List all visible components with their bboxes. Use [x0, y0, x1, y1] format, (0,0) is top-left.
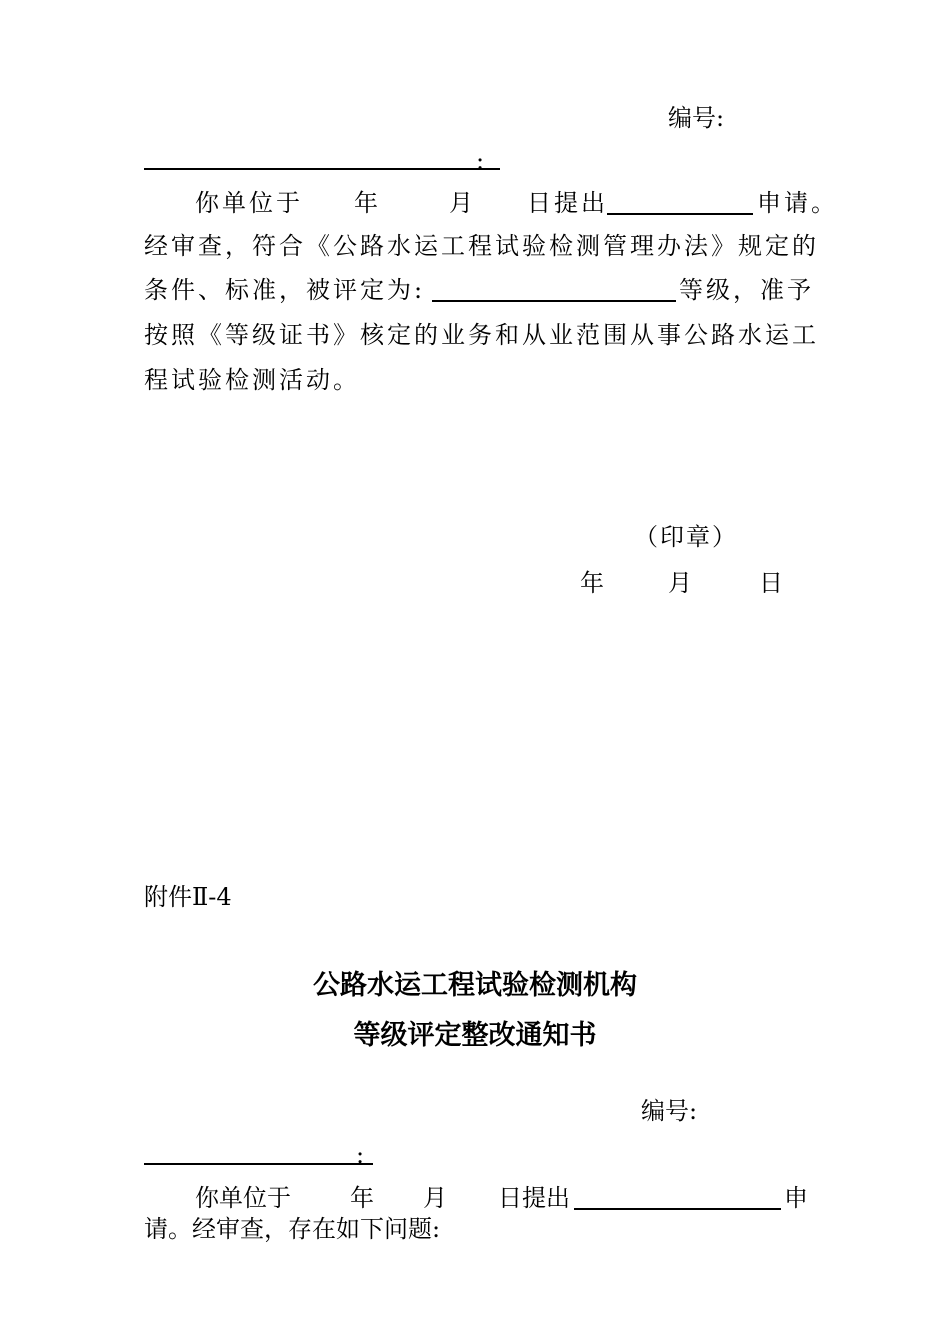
month-text: 月: [449, 189, 473, 217]
body-text: 经审查，符合《公路水运工程试验检测管理办法》规定的: [144, 232, 819, 260]
body-text: 申: [784, 1184, 808, 1212]
addressee-blank-2: [144, 1163, 373, 1165]
body-text: 你单位于: [195, 189, 303, 217]
body-text: 等级，准予: [679, 276, 814, 304]
document-title-line2: 等级评定整改通知书: [353, 1020, 597, 1051]
attachment-label: 附件Ⅱ-4: [144, 883, 232, 911]
date-day: 日: [759, 569, 783, 597]
seal-label: （印章）: [634, 523, 738, 551]
addressee-blank: [144, 168, 500, 170]
date-month: 月: [668, 569, 692, 597]
body-text: 请。经审查，存在如下问题:: [144, 1215, 441, 1243]
number-label-2: 编号:: [641, 1097, 698, 1125]
year-text: 年: [350, 1184, 374, 1212]
date-year: 年: [580, 569, 604, 597]
day-text: 日提出: [498, 1184, 570, 1212]
body-text: 条件、标准，被评定为:: [144, 276, 426, 304]
day-text: 日提出: [527, 189, 608, 217]
body-text: 程试验检测活动。: [144, 366, 360, 394]
number-label: 编号:: [668, 104, 725, 132]
year-text: 年: [354, 189, 378, 217]
document-title-line1: 公路水运工程试验检测机构: [313, 970, 637, 1001]
month-text: 月: [423, 1184, 447, 1212]
body-text: 申请。: [757, 189, 838, 217]
application-blank: [607, 213, 753, 215]
grade-blank: [432, 300, 676, 302]
body-text: 你单位于: [195, 1184, 291, 1212]
addressee-colon-2: :: [356, 1141, 365, 1169]
body-text: 按照《等级证书》核定的业务和从业范围从事公路水运工: [144, 321, 819, 349]
application-blank-2: [574, 1208, 781, 1210]
addressee-colon: :: [476, 147, 485, 175]
